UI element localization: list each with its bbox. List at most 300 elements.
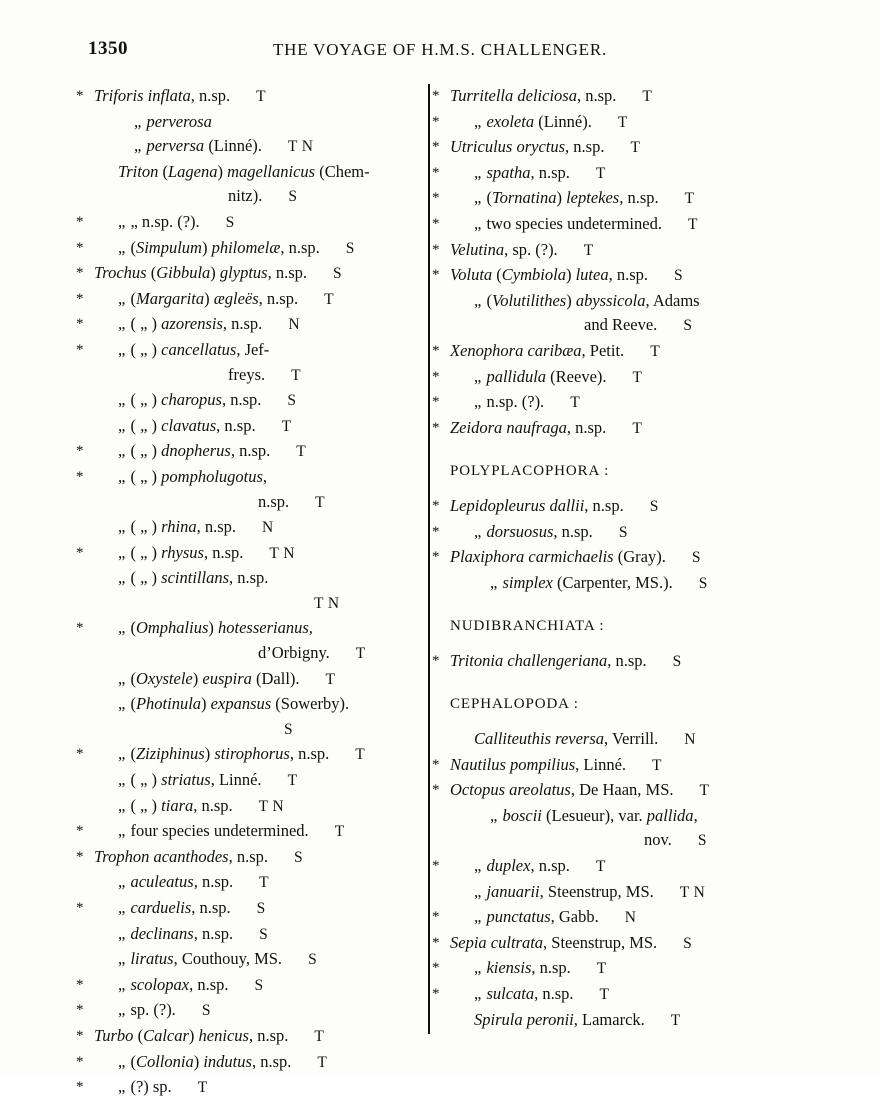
species-name: pompholugotus xyxy=(161,466,263,486)
species-name: Tornatina xyxy=(491,188,557,208)
entry-text: ) xyxy=(210,263,220,283)
asterisk-marker: * xyxy=(432,164,440,181)
entry-text: , n.sp. xyxy=(222,314,263,334)
species-name: Turbo xyxy=(94,1025,134,1045)
ditto-mark: „ xyxy=(118,1051,127,1071)
entry-text: ( xyxy=(126,1051,136,1071)
species-name: glyptus xyxy=(219,263,268,283)
species-name: Spirula peronii xyxy=(474,1009,574,1029)
entry-text: ( xyxy=(492,265,502,285)
locality-tag: T xyxy=(287,772,298,790)
species-name: sulcata xyxy=(486,984,535,1003)
entry-text: ( „ ) xyxy=(126,568,162,588)
species-name: Trochus xyxy=(94,263,147,283)
entry-text: ) xyxy=(201,694,211,714)
entry-text: ( „ ) xyxy=(126,770,162,790)
entry-text: , n.sp. xyxy=(258,288,299,308)
entry-text: , De Haan, MS. xyxy=(570,780,674,800)
species-entry xyxy=(432,520,792,546)
ditto-mark: „ xyxy=(474,392,483,412)
locality-tag: T xyxy=(334,823,345,841)
species-name: Photinula xyxy=(135,694,202,714)
ditto-mark: „ xyxy=(474,188,483,208)
entry-text: , n.sp. xyxy=(190,86,231,105)
species-entry xyxy=(88,641,418,667)
species-entry xyxy=(432,212,792,238)
locality-tag: T N xyxy=(314,594,340,612)
locality-tag: S xyxy=(287,392,297,410)
asterisk-marker: * xyxy=(432,215,440,232)
locality-tag: T xyxy=(642,88,653,105)
species-name: Nautilus pompilius xyxy=(450,754,576,774)
ditto-mark: „ xyxy=(118,517,127,537)
entry-text: , sp. (?). xyxy=(504,239,558,259)
entry-text: n.sp. xyxy=(258,491,290,511)
locality-tag: T xyxy=(596,960,607,978)
locality-tag: T xyxy=(632,419,643,437)
species-name: Ziziphinus xyxy=(135,744,205,764)
page-header xyxy=(0,38,880,62)
species-entry xyxy=(88,160,418,185)
ditto-mark: „ xyxy=(118,821,127,841)
species-name: januarii xyxy=(486,881,540,901)
locality-tag: T N xyxy=(679,883,706,901)
species-name: leptekes xyxy=(566,188,620,208)
asterisk-marker: * xyxy=(432,756,440,773)
entry-text: , n.sp. xyxy=(230,441,271,461)
entry-text: , xyxy=(262,466,268,486)
species-name: simplex xyxy=(502,572,553,592)
locality-tag: T xyxy=(595,858,606,876)
species-name: indutus xyxy=(203,1051,252,1071)
locality-tag: S xyxy=(284,720,294,738)
ditto-mark: „ xyxy=(118,770,127,790)
species-entry xyxy=(88,110,418,135)
entry-text: ) xyxy=(556,188,567,208)
entry-text: ( „ ) xyxy=(126,415,162,435)
entry-text: n.sp. (?). xyxy=(482,392,545,412)
entry-text: ( xyxy=(126,618,136,638)
ditto-mark: „ xyxy=(118,949,127,969)
species-entry xyxy=(432,545,792,571)
column-divider xyxy=(428,84,430,1034)
ditto-mark: „ xyxy=(474,290,483,310)
species-name: Lagena xyxy=(167,161,218,181)
entry-text: , n.sp. xyxy=(267,263,308,283)
entry-text: , Gabb. xyxy=(550,907,599,927)
entry-text: , Petit. xyxy=(581,340,625,360)
entry-text: , Steenstrup, MS. xyxy=(543,932,658,952)
ditto-mark: „ xyxy=(118,1000,127,1020)
species-name: punctatus xyxy=(486,907,551,927)
locality-tag: S xyxy=(294,848,304,866)
asterisk-marker: * xyxy=(76,620,84,637)
entry-text: nitz). xyxy=(228,186,263,206)
ditto-mark: „ xyxy=(474,162,483,182)
asterisk-marker: * xyxy=(432,419,440,436)
species-name: aculeatus xyxy=(130,872,194,892)
species-entry xyxy=(88,667,418,693)
locality-tag: S xyxy=(254,976,264,994)
entry-text: , n.sp. xyxy=(584,495,624,515)
entry-text: (Linné). xyxy=(204,136,262,156)
locality-tag: T xyxy=(296,443,307,461)
species-entry xyxy=(444,289,792,314)
locality-tag: S xyxy=(288,188,298,206)
species-name: hotesserianus xyxy=(218,618,309,638)
entry-text: , n.sp. xyxy=(229,568,269,588)
entry-text: ) xyxy=(208,618,218,638)
locality-tag: T N xyxy=(258,797,285,815)
ditto-mark: „ xyxy=(118,441,127,461)
species-name: scintillans xyxy=(161,568,229,588)
species-name: Volutilithes xyxy=(491,290,567,310)
locality-tag: S xyxy=(333,265,343,283)
asterisk-marker: * xyxy=(76,316,84,333)
ditto-mark: „ xyxy=(134,111,143,131)
species-entry xyxy=(432,84,792,110)
locality-tag: T N xyxy=(269,544,295,562)
entry-text: nov. xyxy=(644,830,672,850)
entry-text: ) xyxy=(204,288,214,308)
ditto-mark: „ xyxy=(118,795,127,815)
species-name: philomelæ xyxy=(211,237,281,257)
locality-tag: S xyxy=(691,549,701,567)
locality-tag: S xyxy=(649,497,659,515)
locality-tag: T xyxy=(630,139,641,157)
locality-tag: T xyxy=(355,746,366,764)
species-name: Voluta xyxy=(450,265,493,285)
species-name: Utriculus oryctus xyxy=(450,137,566,157)
species-entry xyxy=(76,998,418,1024)
species-name: kiensis xyxy=(486,958,532,978)
entry-text: , n.sp. xyxy=(576,86,617,105)
locality-tag: T xyxy=(650,342,661,360)
species-entry xyxy=(76,338,418,363)
entry-text: ( „ ) xyxy=(126,339,162,359)
ditto-mark: „ xyxy=(118,288,127,308)
entry-text: , n.sp. xyxy=(248,1025,289,1045)
entry-text: (Carpenter, MS.). xyxy=(552,572,673,592)
entry-text: , n.sp. xyxy=(228,846,269,866)
species-entry xyxy=(432,956,792,982)
species-name: stirophorus xyxy=(214,744,290,764)
species-entry xyxy=(76,261,418,287)
entry-text: , n.sp. xyxy=(619,188,659,208)
species-entry xyxy=(76,312,418,338)
entry-text: , n.sp. xyxy=(565,137,605,157)
entry-text: , n.sp. xyxy=(566,417,607,437)
species-entry xyxy=(444,571,792,597)
asterisk-marker: * xyxy=(76,265,84,282)
species-name: perversa xyxy=(142,136,205,156)
species-entry xyxy=(432,494,792,520)
locality-tag: N xyxy=(262,519,274,537)
species-entry xyxy=(76,845,418,871)
entry-text: ( „ ) xyxy=(126,517,162,537)
asterisk-marker: * xyxy=(76,213,84,230)
ditto-mark: „ xyxy=(118,542,127,562)
entry-text: ( „ ) xyxy=(126,542,162,562)
page-number: 1350 xyxy=(88,38,128,59)
entry-text: , n.sp. xyxy=(216,415,256,435)
entry-text: (Linné). xyxy=(534,111,592,131)
entry-text: , n.sp. xyxy=(251,1051,292,1071)
entry-text: , n.sp. xyxy=(530,162,570,182)
species-entry xyxy=(76,287,418,313)
ditto-mark: „ xyxy=(118,568,127,588)
locality-tag: T xyxy=(684,190,695,208)
species-entry xyxy=(444,313,792,339)
entry-text: four species undetermined. xyxy=(126,821,309,841)
entry-text: ) xyxy=(192,668,203,688)
species-entry xyxy=(432,390,792,416)
species-entry xyxy=(432,416,792,442)
locality-tag: N xyxy=(288,316,300,334)
ditto-mark: „ xyxy=(474,213,483,233)
species-name: liratus xyxy=(130,949,174,969)
asterisk-marker: * xyxy=(76,746,84,763)
ditto-mark: „ xyxy=(118,898,127,917)
species-entry xyxy=(76,210,418,236)
species-name: pallidula xyxy=(486,366,547,386)
locality-tag: T xyxy=(281,417,292,435)
ditto-mark: „ xyxy=(118,923,127,943)
species-name: Cymbiola xyxy=(501,265,566,285)
asterisk-marker: * xyxy=(432,858,440,875)
species-name: Calcar xyxy=(143,1025,189,1045)
entry-text: , n.sp. xyxy=(608,265,649,285)
entry-text: , n.sp. xyxy=(193,872,234,892)
locality-tag: T xyxy=(652,756,662,774)
entry-text: ) xyxy=(188,1025,199,1045)
entry-text: ( „ ) xyxy=(126,390,162,410)
asterisk-marker: * xyxy=(432,88,440,104)
ditto-mark: „ xyxy=(474,958,483,978)
asterisk-marker: * xyxy=(76,848,84,865)
entry-text: ( xyxy=(133,1025,144,1045)
species-name: Tritonia challengeriana xyxy=(450,650,608,670)
entry-text: ( xyxy=(158,161,168,181)
entry-text: ) xyxy=(565,265,576,285)
entry-text: ) xyxy=(193,1051,204,1071)
asterisk-marker: * xyxy=(432,960,440,977)
entry-text: (?) sp. xyxy=(126,1077,172,1097)
species-name: Zeidora naufraga xyxy=(450,417,567,437)
asterisk-marker: * xyxy=(432,523,440,540)
entry-text: , n.sp. xyxy=(193,923,234,943)
entry-text: ( xyxy=(482,188,492,208)
entry-text: d’Orbigny. xyxy=(258,643,330,663)
asterisk-marker: * xyxy=(432,497,440,514)
locality-tag: N xyxy=(684,731,696,749)
species-name: Trophon acanthodes xyxy=(94,846,229,866)
species-entry xyxy=(432,339,792,365)
group-heading: NUDIBRANCHIATA : xyxy=(450,618,605,635)
entry-text: , Verrill. xyxy=(604,729,659,749)
asterisk-marker: * xyxy=(432,241,440,258)
entry-text: , n.sp. xyxy=(534,984,574,1003)
entry-text: (Reeve). xyxy=(546,366,607,386)
species-name: Velutina xyxy=(450,239,505,259)
locality-tag: S xyxy=(225,213,235,231)
species-entry xyxy=(88,692,418,717)
entry-text: ( „ ) xyxy=(126,466,162,486)
species-name: lutea xyxy=(575,265,609,285)
locality-tag: T xyxy=(314,1027,325,1045)
species-entry xyxy=(76,896,418,922)
entry-text: ( xyxy=(126,744,136,764)
species-entry xyxy=(88,947,418,973)
locality-tag: S xyxy=(345,239,355,257)
locality-tag: T xyxy=(256,88,267,105)
locality-tag: S xyxy=(683,317,693,335)
entry-text: , n.sp. xyxy=(196,517,237,537)
heading-spacer xyxy=(444,639,792,649)
entry-text: , n.sp. xyxy=(189,974,229,994)
entry-text: ( „ ) xyxy=(126,441,162,461)
locality-tag: S xyxy=(618,523,628,541)
locality-tag: T xyxy=(315,493,326,511)
locality-tag: T xyxy=(670,1011,681,1029)
locality-tag: N xyxy=(624,909,637,927)
species-name: dnopherus xyxy=(161,441,231,461)
species-entry xyxy=(76,465,418,490)
entry-text: ( xyxy=(482,290,492,310)
species-name: Triton xyxy=(118,161,159,181)
species-entry xyxy=(88,490,418,516)
locality-tag: T xyxy=(317,1053,328,1071)
species-entry xyxy=(76,236,418,262)
species-name: Simpulum xyxy=(135,237,202,257)
species-entry xyxy=(76,1050,418,1076)
asterisk-marker: * xyxy=(76,88,84,104)
species-entry xyxy=(88,717,418,743)
species-entry xyxy=(76,616,418,641)
species-entry xyxy=(76,84,418,110)
species-entry xyxy=(88,184,418,210)
species-entry xyxy=(88,794,418,820)
entry-text: ) xyxy=(201,237,212,257)
species-entry xyxy=(432,135,792,161)
locality-tag: T xyxy=(259,874,269,892)
asterisk-marker: * xyxy=(76,341,84,358)
species-entry xyxy=(444,828,792,854)
species-entry xyxy=(432,778,792,804)
locality-tag: T xyxy=(570,394,581,412)
ditto-mark: „ xyxy=(118,415,127,435)
species-name: scolopax xyxy=(130,974,190,994)
asterisk-marker: * xyxy=(432,139,440,156)
entry-text: ( „ ) xyxy=(126,314,162,334)
species-entry xyxy=(432,110,792,136)
entry-text: freys. xyxy=(228,364,266,384)
species-entry xyxy=(76,819,418,845)
species-name: duplex xyxy=(486,856,531,876)
entry-text: ) xyxy=(204,744,215,764)
entry-text: ( xyxy=(126,694,136,714)
ditto-mark: „ xyxy=(118,339,127,359)
locality-tag: S xyxy=(259,925,269,943)
species-entry xyxy=(432,238,792,264)
asterisk-marker: * xyxy=(76,468,84,485)
species-name: dorsuosus xyxy=(486,521,554,541)
species-entry xyxy=(76,439,418,465)
locality-tag: T xyxy=(687,215,698,233)
entry-text: (Gray). xyxy=(613,547,666,567)
asterisk-marker: * xyxy=(76,1027,84,1044)
ditto-mark: „ xyxy=(134,136,143,156)
asterisk-marker: * xyxy=(76,443,84,460)
asterisk-marker: * xyxy=(432,190,440,207)
locality-tag: T xyxy=(699,782,710,800)
locality-tag: T xyxy=(325,670,336,688)
entry-text: , Linné. xyxy=(575,754,627,774)
asterisk-marker: * xyxy=(432,368,440,385)
locality-tag: T xyxy=(632,368,643,386)
entry-text: , Couthouy, MS. xyxy=(173,949,283,969)
ditto-mark: „ xyxy=(474,366,483,386)
running-title: THE VOYAGE OF H.M.S. CHALLENGER. xyxy=(272,40,608,59)
ditto-mark: „ xyxy=(118,211,127,231)
species-name: boscii xyxy=(502,805,542,825)
entry-text: , n.sp. xyxy=(530,856,570,876)
species-name: Xenophora caribæa xyxy=(450,340,582,360)
species-name: abyssicola xyxy=(575,290,646,310)
asterisk-marker: * xyxy=(76,1079,84,1096)
species-name: Octopus areolatus xyxy=(450,780,571,800)
group-heading: POLYPLACOPHORA : xyxy=(450,463,610,480)
species-name: spatha xyxy=(486,162,531,182)
entry-text: ( xyxy=(126,288,136,308)
species-name: perverosa xyxy=(142,111,212,131)
species-entry xyxy=(88,591,418,617)
ditto-mark: „ xyxy=(118,618,127,638)
species-entry xyxy=(432,365,792,391)
species-entry xyxy=(432,854,792,880)
entry-text: sp. (?). xyxy=(126,1000,176,1020)
species-entry xyxy=(432,161,792,187)
locality-tag: T xyxy=(595,164,606,182)
entry-text: (Sowerby). xyxy=(271,694,350,714)
asterisk-marker: * xyxy=(76,239,84,256)
entry-text: , n.sp. xyxy=(221,390,262,410)
species-name: Turritella deliciosa xyxy=(450,86,577,105)
asterisk-marker: * xyxy=(76,976,84,993)
species-entry xyxy=(88,515,418,541)
asterisk-marker: * xyxy=(76,544,84,561)
species-entry xyxy=(76,541,418,567)
entry-text: , xyxy=(308,618,313,638)
species-name: Plaxiphora carmichaelis xyxy=(450,547,614,567)
species-name: striatus xyxy=(161,770,211,790)
species-name: cancellatus xyxy=(161,339,237,359)
species-name: euspira xyxy=(202,668,252,688)
species-name: exoleta xyxy=(486,111,535,131)
ditto-mark: „ xyxy=(490,805,499,825)
species-entry xyxy=(432,649,792,675)
ditto-mark: „ xyxy=(118,1077,127,1097)
entry-text: , n.sp. xyxy=(553,521,593,541)
ditto-mark: „ xyxy=(474,984,483,1003)
species-name: pallida xyxy=(646,805,694,825)
species-entry xyxy=(76,1024,418,1050)
ditto-mark: „ xyxy=(118,974,127,994)
species-entry xyxy=(432,982,792,1008)
species-name: Margarita xyxy=(135,288,205,308)
asterisk-marker: * xyxy=(432,549,440,566)
section-spacer xyxy=(444,674,792,692)
